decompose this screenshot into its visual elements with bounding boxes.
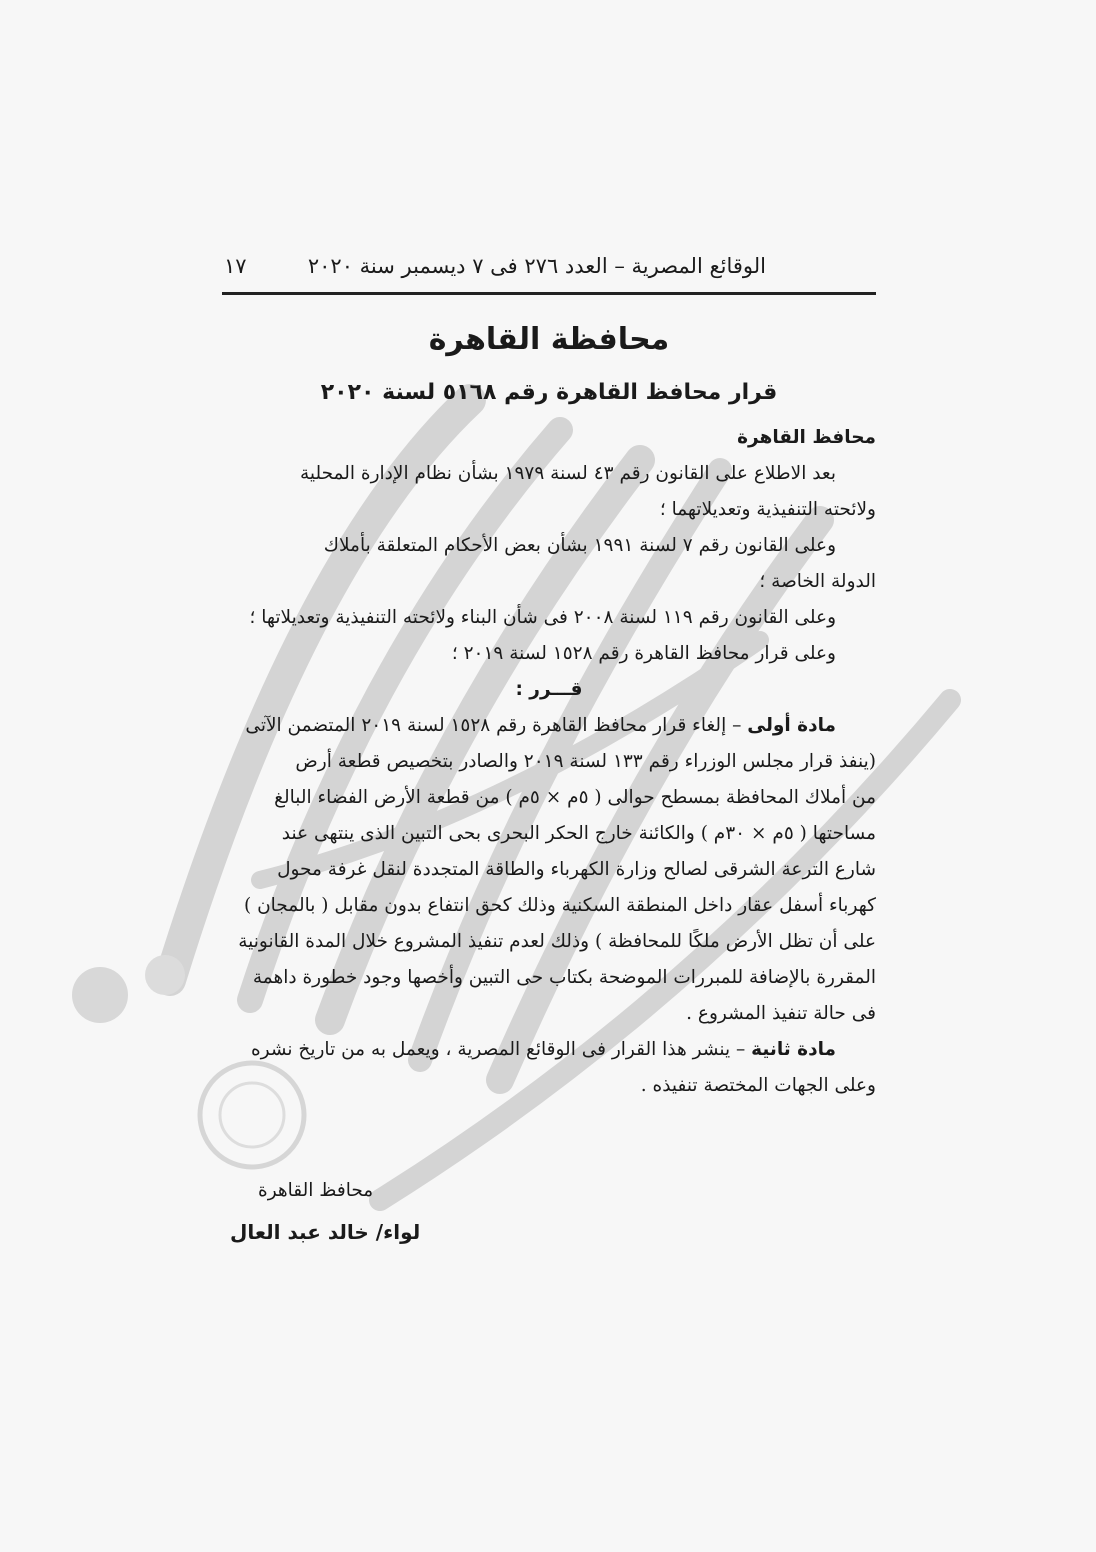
- article-1-line: على أن تظل الأرض ملكًا للمحافظة ) وذلك لعدم تنفيذ المشروع خلال المدة القانونية: [238, 931, 876, 952]
- preamble-line: وعلى القانون رقم ١١٩ لسنة ٢٠٠٨ فى شأن البناء ولائحته التنفيذية وتعديلاتها ؛: [249, 607, 836, 628]
- article-1-line: شارع الترعة الشرقى لصالح وزارة الكهرباء والطاقة المتجددة لنقل غرفة محول: [277, 859, 876, 880]
- article-1-line: المقررة بالإضافة للمبررات الموضحة بكتاب حى التبين وأخصها وجود خطورة داهمة: [252, 967, 876, 988]
- signature-title: محافظ القاهرة: [258, 1180, 374, 1201]
- article-1-line: كهرباء أسفل عقار داخل المنطقة السكنية وذلك كحق انتفاع بدون مقابل ( بالمجان ): [243, 895, 876, 916]
- article-2-line: [222, 1032, 876, 1068]
- signature-name: لواء/ خالد عبد العال: [230, 1220, 421, 1244]
- preamble-line: الدولة الخاصة ؛: [759, 571, 876, 592]
- running-header: [222, 252, 876, 295]
- article-1-text: – إلغاء قرار محافظ القاهرة رقم ١٥٢٨ لسنة ٢٠١٩ المتضمن الآتى: [245, 715, 742, 736]
- article-1-line: من أملاك المحافظة بمسطح حوالى ( ٥م × ٥م ) من قطعة الأرض الفضاء البالغ: [274, 787, 876, 808]
- article-1-line: [222, 708, 876, 744]
- article-1-line: مساحتها ( ٥م × ٣٠م ) والكائنة خارج الحكر البحرى بحى التبين الذى ينتهى عند: [281, 823, 876, 844]
- document-title: محافظة القاهرة: [428, 322, 670, 357]
- preamble-line: وعلى القانون رقم ٧ لسنة ١٩٩١ بشأن بعض الأحكام المتعلقة بأملاك: [323, 535, 836, 556]
- decree-body: [222, 420, 876, 1104]
- article-2-line: وعلى الجهات المختصة تنفيذه .: [640, 1075, 876, 1096]
- article-1-label: مادة أولى: [747, 715, 836, 736]
- preamble-line: وعلى قرار محافظ القاهرة رقم ١٥٢٨ لسنة ٢٠١٩ ؛: [451, 643, 836, 664]
- article-1-line: فى حالة تنفيذ المشروع .: [686, 1003, 876, 1024]
- preamble-line: بعد الاطلاع على القانون رقم ٤٣ لسنة ١٩٧٩ بشأن نظام الإدارة المحلية: [299, 463, 836, 484]
- article-2-label: مادة ثانية: [751, 1039, 836, 1060]
- gazette-issue-line: الوقائع المصرية – العدد ٢٧٦ فى ٧ ديسمبر سنة ٢٠٢٠: [307, 254, 766, 278]
- decree-subtitle: قرار محافظ القاهرة رقم ٥١٦٨ لسنة ٢٠٢٠: [320, 380, 778, 405]
- article-2-text: – ينشر هذا القرار فى الوقائع المصرية ، ويعمل به من تاريخ نشره: [250, 1039, 746, 1060]
- decided-heading: قـــرر :: [515, 679, 583, 700]
- article-1-line: (ينفذ قرار مجلس الوزراء رقم ١٣٣ لسنة ٢٠١٩ والصادر بتخصيص قطعة أرض: [295, 751, 876, 772]
- preamble-line: ولائحته التنفيذية وتعديلاتهما ؛: [659, 499, 876, 520]
- issuer-heading: محافظ القاهرة: [737, 427, 876, 448]
- page-number: ١٧: [224, 254, 247, 278]
